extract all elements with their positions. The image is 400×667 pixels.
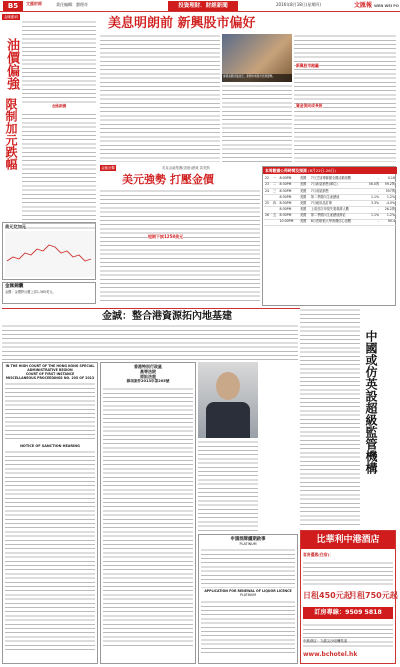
table-cell: 25 [264, 201, 272, 207]
chart-bg [5, 231, 95, 277]
portrait-suit [206, 402, 250, 438]
table-cell: 美國 [299, 182, 310, 188]
gold-box [2, 282, 96, 304]
table-cell [272, 219, 279, 225]
dollar-headline: 美元強勢 打壓金價 [122, 173, 214, 186]
subhead-2: 資金流向成長股 [296, 103, 323, 108]
liquor-en-body [201, 600, 295, 654]
main-body-col3 [294, 34, 396, 162]
table-cell: 22 [264, 176, 272, 182]
hotel-price-2: 月租750元起 [349, 591, 398, 600]
liquor-sub: PLATINUM [239, 542, 257, 547]
table-cell: 8:30PM [279, 201, 299, 207]
table-cell: 7月成屋銷售 [310, 188, 365, 194]
hotel-price-1: 日租450元起 [303, 591, 352, 600]
table-cell: 7月新屋銷售(單位) [310, 182, 365, 188]
table-title-text: 本周數據公佈時間及預測 [265, 168, 307, 173]
dollar-story [100, 165, 260, 305]
portrait-face [216, 372, 240, 400]
notice-zh-title: 香港特別行政區 [134, 364, 162, 369]
table-cell: 8:30PM [279, 207, 299, 213]
table-cell: 美國 [299, 176, 310, 182]
table-cell: 美國 [299, 201, 310, 207]
main-body-col1 [100, 34, 220, 162]
hotel-site: www.bchotel.hk [303, 651, 358, 658]
table-cell: - [364, 207, 380, 213]
table-cell: 23 [264, 182, 272, 188]
table-cell: 10:00PM [279, 219, 299, 225]
main-body-col2 [222, 84, 292, 162]
table-cell: 0.16 [380, 176, 396, 182]
liquor-notice [198, 534, 298, 664]
notice-en-body [5, 450, 95, 650]
table-cell: 3.3% [364, 201, 380, 207]
table-cell: 四 [272, 201, 279, 207]
table-cell: 24 [264, 188, 272, 194]
chart-svg [5, 231, 95, 277]
notice-zh-line4: 雜項案件2013年第205號 [126, 379, 170, 384]
notice-en-heading: NOTICE OF SANCTION HEARING [20, 444, 80, 449]
table-cell: 1.2% [380, 195, 396, 201]
table-row [264, 219, 396, 225]
table-cell: 一 [272, 176, 279, 182]
hotel-phone: 訂房專線：9509 5818 [303, 607, 393, 619]
infra-body [2, 324, 298, 360]
table-cell: 二 [272, 182, 279, 188]
table-cell: 1.2% [380, 213, 396, 219]
left-body-text [22, 20, 96, 240]
table-cell: 8:00PM [279, 176, 299, 182]
strategy-heading: 金匯錦囊 [22, 104, 96, 111]
table-cell: 8:30PM [279, 188, 299, 194]
editor-credit: 責任編輯：劉理奇 [56, 2, 88, 7]
table-cell: 8:30PM [279, 213, 299, 219]
hotel-features [303, 561, 393, 587]
liquor-en-title: APPLICATION FOR RENEWAL OF LIQUOR LICENCE [204, 589, 292, 594]
table-cell: 7月芝加哥聯儲全國活動指數 [310, 176, 365, 182]
paper-name-en: WEN WEI PO [374, 4, 399, 8]
table-cell: 59.2萬 [380, 182, 396, 188]
notice-zh-line3: 原訟法庭 [140, 373, 156, 379]
table-cell: -4.0% [380, 201, 396, 207]
infra-body-2 [198, 440, 258, 532]
right-column [300, 308, 396, 528]
hotel-tagline: 客房優惠(住宿)： [303, 552, 334, 557]
subhead-1: 新興股市跑贏 [296, 63, 319, 68]
left-column [2, 14, 97, 304]
table-cell: 第二季國內生產總值 [310, 195, 365, 201]
notice-en-line3: MISCELLANEOUS PROCEEDINGS NO. 205 OF 2013 [5, 375, 95, 380]
notice-en-title: IN THE HIGH COURT OF THE HONG KONG SPECIAL ADMINISTRATIVE REGION [5, 364, 95, 372]
infra-story-head [2, 308, 302, 322]
table-cell: 26.2萬 [380, 207, 396, 213]
infra-headline: 金誠：整合港資源拓內地基建 [102, 311, 232, 322]
usdcad-chart [2, 222, 96, 280]
table-cell: 26 [264, 213, 272, 219]
headline-cad: 限制加元跌幅 [4, 98, 18, 170]
table-cell: 7月耐用品訂單 [310, 201, 365, 207]
table-cell: 557萬 [380, 188, 396, 194]
table-cell: 1.1% [364, 195, 380, 201]
chart-title: 美元兌加元 [5, 224, 26, 229]
hotel-address: 中港酒店：九龍尖沙咀彌敦道 [303, 639, 348, 643]
main-photo [222, 34, 292, 82]
paper-name: 文匯報 [354, 2, 373, 9]
court-notice-zh [100, 362, 196, 664]
court-notice-en [2, 362, 98, 664]
table-cell: 8:30PM [279, 195, 299, 201]
table-cell: 美國 [299, 195, 310, 201]
notice-en-line2: COURT OF FIRST INSTANCE [25, 371, 75, 376]
table-cell: 美國 [299, 213, 310, 219]
table-cell: 三 [272, 188, 279, 194]
fx-badge: 金匯動向 [3, 15, 19, 19]
page-number-badge: B5 [3, 1, 23, 11]
portrait-photo [198, 362, 258, 438]
table-cell: 第二季國內生產總值修訂 [310, 213, 365, 219]
body-text-lines [22, 20, 96, 240]
main-body [100, 34, 396, 162]
dollar-byline: 英皇金融集團(香港)總裁 黃美斯 [162, 166, 210, 170]
table-cell: 8:30PM [279, 182, 299, 188]
main-headline: 美息明朗前 新興股市偏好 [108, 16, 256, 31]
notice-en-parties [5, 382, 95, 442]
table-cell: 美國 [299, 188, 310, 194]
right-body-text [300, 308, 360, 528]
gold-title: 金匯錦囊 [5, 284, 24, 289]
notice-zh-line2: 高等法院 [140, 368, 156, 374]
hotel-name: 比華利中港酒店 [301, 531, 395, 549]
issue-date: 2016年8月18日(星期四) [276, 2, 321, 7]
photo-caption: 憧憬美國延後加息，新興市場股市表現優勢。 [222, 74, 292, 82]
markets-table-body [264, 176, 396, 226]
table-cell: 8月密歇根大學消費信心指數 [310, 219, 365, 225]
dollar-subhead: 短期下試1258美元 [148, 234, 184, 239]
liquor-title: 申請酒牌續期啟事 [230, 537, 266, 542]
headline-oil: 油價偏強 [4, 38, 19, 90]
table-cell: - [364, 219, 380, 225]
hotel-ad [300, 530, 396, 664]
table-title-sub: (8月22日-26日) [308, 168, 336, 173]
table-cell: 美國 [299, 207, 310, 213]
page-header [0, 0, 400, 12]
table-cell: 美國 [299, 219, 310, 225]
table-cell [264, 219, 272, 225]
table-cell: - [364, 188, 380, 194]
notice-zh-body [103, 387, 193, 647]
table-cell: 1.1% [364, 213, 380, 219]
gold-note: 金價：金價將反覆上試1,365美元。 [5, 290, 56, 294]
markets-table-title [263, 167, 397, 174]
paper-logo [354, 2, 399, 9]
table-cell: 90.4 [380, 219, 396, 225]
section-title: 投資理財．財經新聞 [168, 1, 238, 11]
dollar-badge: 金匯出擊 [101, 166, 115, 170]
liquor-en-sub: PLATINUM [239, 593, 257, 598]
table-cell: 五 [272, 213, 279, 219]
table-cell: - [364, 176, 380, 182]
table-cell: 上周首次申領失業救濟人數 [310, 207, 365, 213]
hotel-address-block [303, 623, 393, 649]
regulator-headline: 中國或仿英設超級監管機構 [364, 330, 378, 474]
markets-table-box [262, 166, 396, 306]
markets-table [264, 176, 396, 226]
table-cell: 56.0萬 [364, 182, 380, 188]
liquor-zh-body [201, 548, 295, 588]
dollar-body [100, 189, 260, 301]
column-name: 文匯財經 [26, 1, 42, 6]
